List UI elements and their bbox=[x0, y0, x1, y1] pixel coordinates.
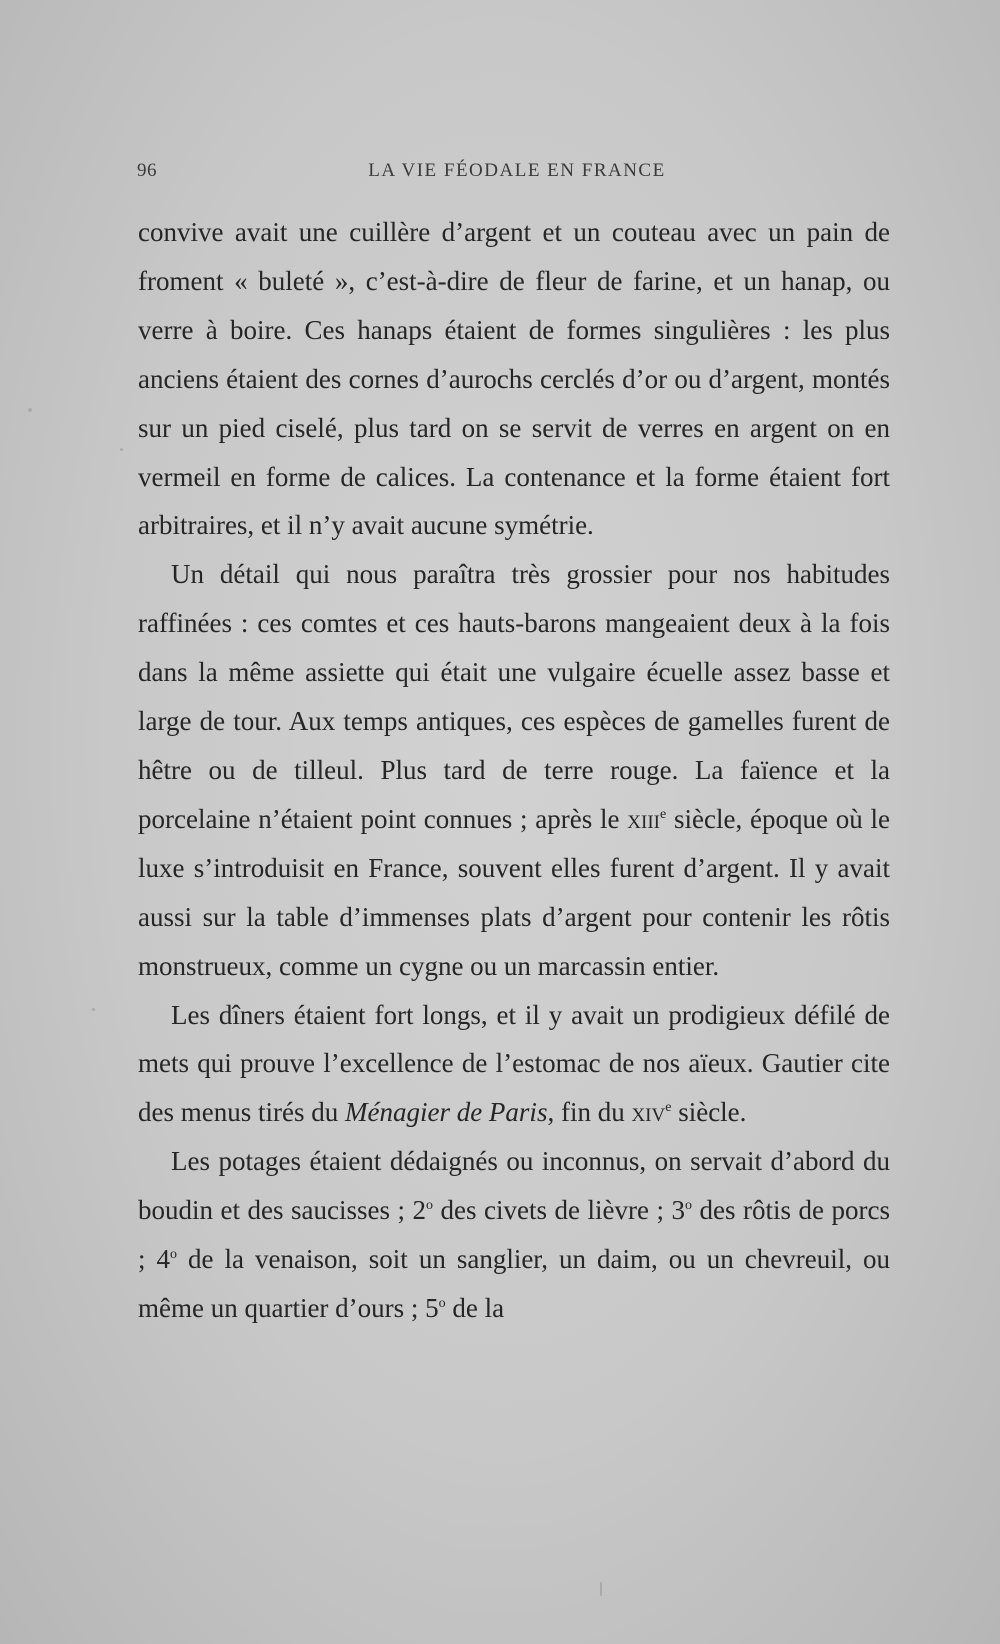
text-segment: xiv bbox=[631, 1097, 666, 1128]
text-segment: siècle. bbox=[671, 1097, 747, 1128]
paragraph-3 bbox=[138, 991, 890, 1138]
text-segment: e bbox=[659, 806, 667, 822]
text-segment: des rôtis de porcs ; 4 bbox=[138, 1195, 890, 1275]
page-header bbox=[137, 160, 897, 190]
running-title: LA VIE FÉODALE EN FRANCE bbox=[368, 160, 666, 181]
text-segment: convive avait une cuillère d’argent et un couteau avec un pain de froment « buleté », c’est-à-dire de fleur de farine, et un hanap, ou verre à boire. Ces hanaps étaient de formes singulières : les plus anciens étaient des cornes d’aurochs cerclés d’or ou d’argent, montés sur un pied ciselé, plus tard on se servit de verres en argent on en vermeil en forme de calices. La contenance et la forme étaient fort arbitraires, et il n’y avait aucune symétrie. bbox=[138, 217, 890, 541]
text-segment: e bbox=[665, 1100, 672, 1116]
paragraph-2 bbox=[138, 550, 890, 990]
paragraph-1 bbox=[138, 208, 890, 550]
paper-speck bbox=[28, 408, 32, 412]
paper-speck bbox=[600, 1582, 602, 1596]
text-segment: o bbox=[170, 1247, 178, 1263]
text-segment: Ménagier de Paris bbox=[344, 1097, 548, 1128]
body-text bbox=[138, 208, 890, 1333]
text-segment: siècle, époque où le luxe s’introduisit en France, souvent elles furent d’argent. Il y avait aussi sur la table d’immenses plats d’argent pour contenir les rôtis monstrueux, comme un cygne ou un marcassin entier. bbox=[138, 803, 890, 981]
text-segment: xiii bbox=[627, 803, 660, 834]
paper-speck bbox=[92, 1008, 95, 1011]
text-segment: o bbox=[685, 1198, 692, 1214]
text-segment: Un détail qui nous paraîtra très grossier pour nos habitudes raffinées : ces comtes et ces hauts-barons mangeaient deux à la fois dans la même assiette qui était une vulgaire écuelle assez basse et large de tour. Aux temps antiques, ces espèces de gamelles furent de hêtre ou de tilleul. Plus tard de terre rouge. La faïence et la porcelaine n’étaient point connues ; après le bbox=[138, 559, 890, 834]
text-segment: o bbox=[426, 1198, 434, 1214]
text-segment: o bbox=[438, 1295, 446, 1311]
text-segment: Les dîners étaient fort longs, et il y avait un prodigieux défilé de mets qui prouve l’excellence de l’estomac de nos aïeux. Gautier cite des menus tirés du bbox=[138, 999, 890, 1128]
paragraph-4 bbox=[138, 1137, 890, 1333]
text-segment: Les potages étaient dédaignés ou inconnus, on servait d’abord du boudin et des saucisses ; 2 bbox=[138, 1146, 890, 1226]
text-segment: de la venaison, soit un sanglier, un daim, ou un chevreuil, ou même un quartier d’ours ; 5 bbox=[138, 1244, 890, 1323]
page-number: 96 bbox=[137, 160, 157, 181]
text-segment: , fin du bbox=[547, 1097, 632, 1128]
paper-speck bbox=[120, 448, 123, 451]
text-segment: de la bbox=[445, 1292, 505, 1323]
text-segment: des civets de lièvre ; 3 bbox=[433, 1195, 685, 1226]
